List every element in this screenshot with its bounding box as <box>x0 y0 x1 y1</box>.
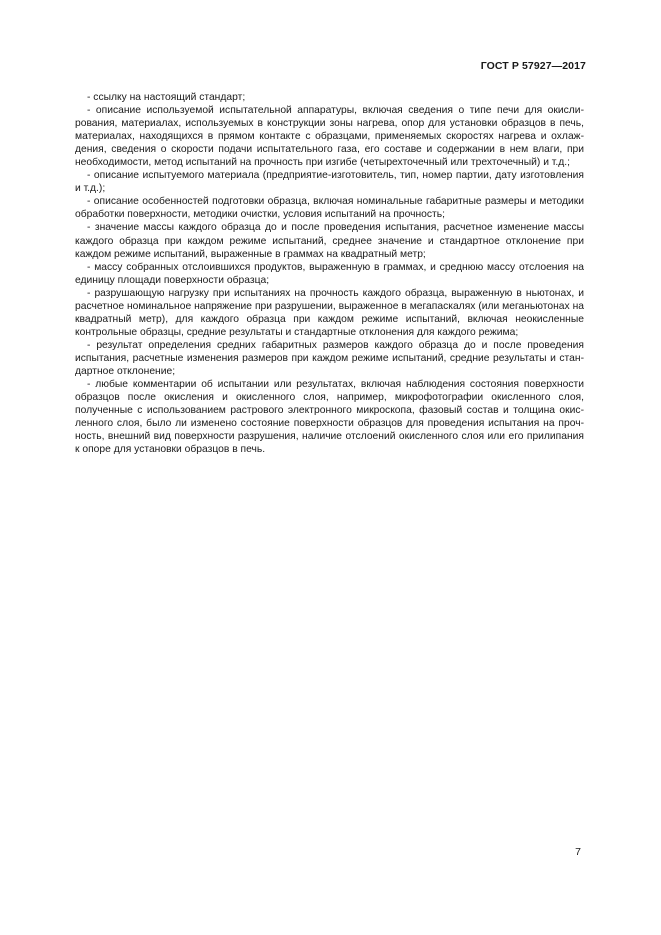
list-item: - разрушающую нагрузку при испытаниях на прочность каждого образца, выраженную в ньютонах, и расчетное номинальное напряжение при разрушении, выраженное в мегапаскалях (или меганьютонах на квадратный метр), для каждого образца при каждом режиме испытаний, включая неокисленные контрольные образцы, средние результаты и стандартные отклонения для каждого режима; <box>75 287 584 338</box>
list-item: - значение массы каждого образца до и после проведения испытания, расчетное изменение массы каждого образца при каждом режиме испытаний, среднее значение и стандартное отклонение при каждом режиме испытаний, выраженные в граммах на квадратный метр; <box>75 222 584 260</box>
document-code-header: ГОСТ Р 57927—2017 <box>480 60 586 72</box>
page-number: 7 <box>575 846 581 858</box>
list-item: - массу собранных отслоившихся продуктов, выраженную в граммах, и среднюю массу отслоения на единицу площади поверхности образца; <box>75 261 584 286</box>
report-contents-list <box>75 91 584 456</box>
list-item: - ссылку на настоящий стандарт; <box>87 92 246 103</box>
list-item: - результат определения средних габаритных размеров каждого образца до и после проведения испытания, расчетные изменения размеров при каждом режиме испытаний, средние результаты и стандартное отклонение; <box>75 339 584 377</box>
list-item: - описание используемой испытательной аппаратуры, включая сведения о типе печи для окислирования, материалах, используемых в конструкции зоны нагрева, опор для установки образцов в печь, материалах, находящихся в прямом контакте с образцами, применяемых скоростях нагрева и охлаждения, сведения о скорости подачи испытательного газа, его составе и содержании в нем влаги, при необходимости, метод испытаний на прочность при изгибе (четырехточечный или трехточечный) и т.д.; <box>75 105 584 169</box>
list-item: - описание особенностей подготовки образца, включая номинальные габаритные размеры и методики обработки поверхности, методики очистки, условия испытаний на прочность; <box>75 196 584 221</box>
list-item: - описание испытуемого материала (предприятие-изготовитель, тип, номер партии, дату изготовления и т.д.); <box>75 170 584 195</box>
list-item: - любые комментарии об испытании или результатах, включая наблюдения состояния поверхности образцов после окисления и окисленного слоя, например, микрофотографии окисленного слоя, полученные с использованием растрового электронного микроскопа, фазовый состав и толщина окисленного слоя, было ли изменено состояние поверхности образцов для проведения испытания на прочность, внешний вид поверхности разрушения, наличие отслоений окисленного слоя или его прилипания к опоре для установки образцов в печь. <box>75 379 584 456</box>
